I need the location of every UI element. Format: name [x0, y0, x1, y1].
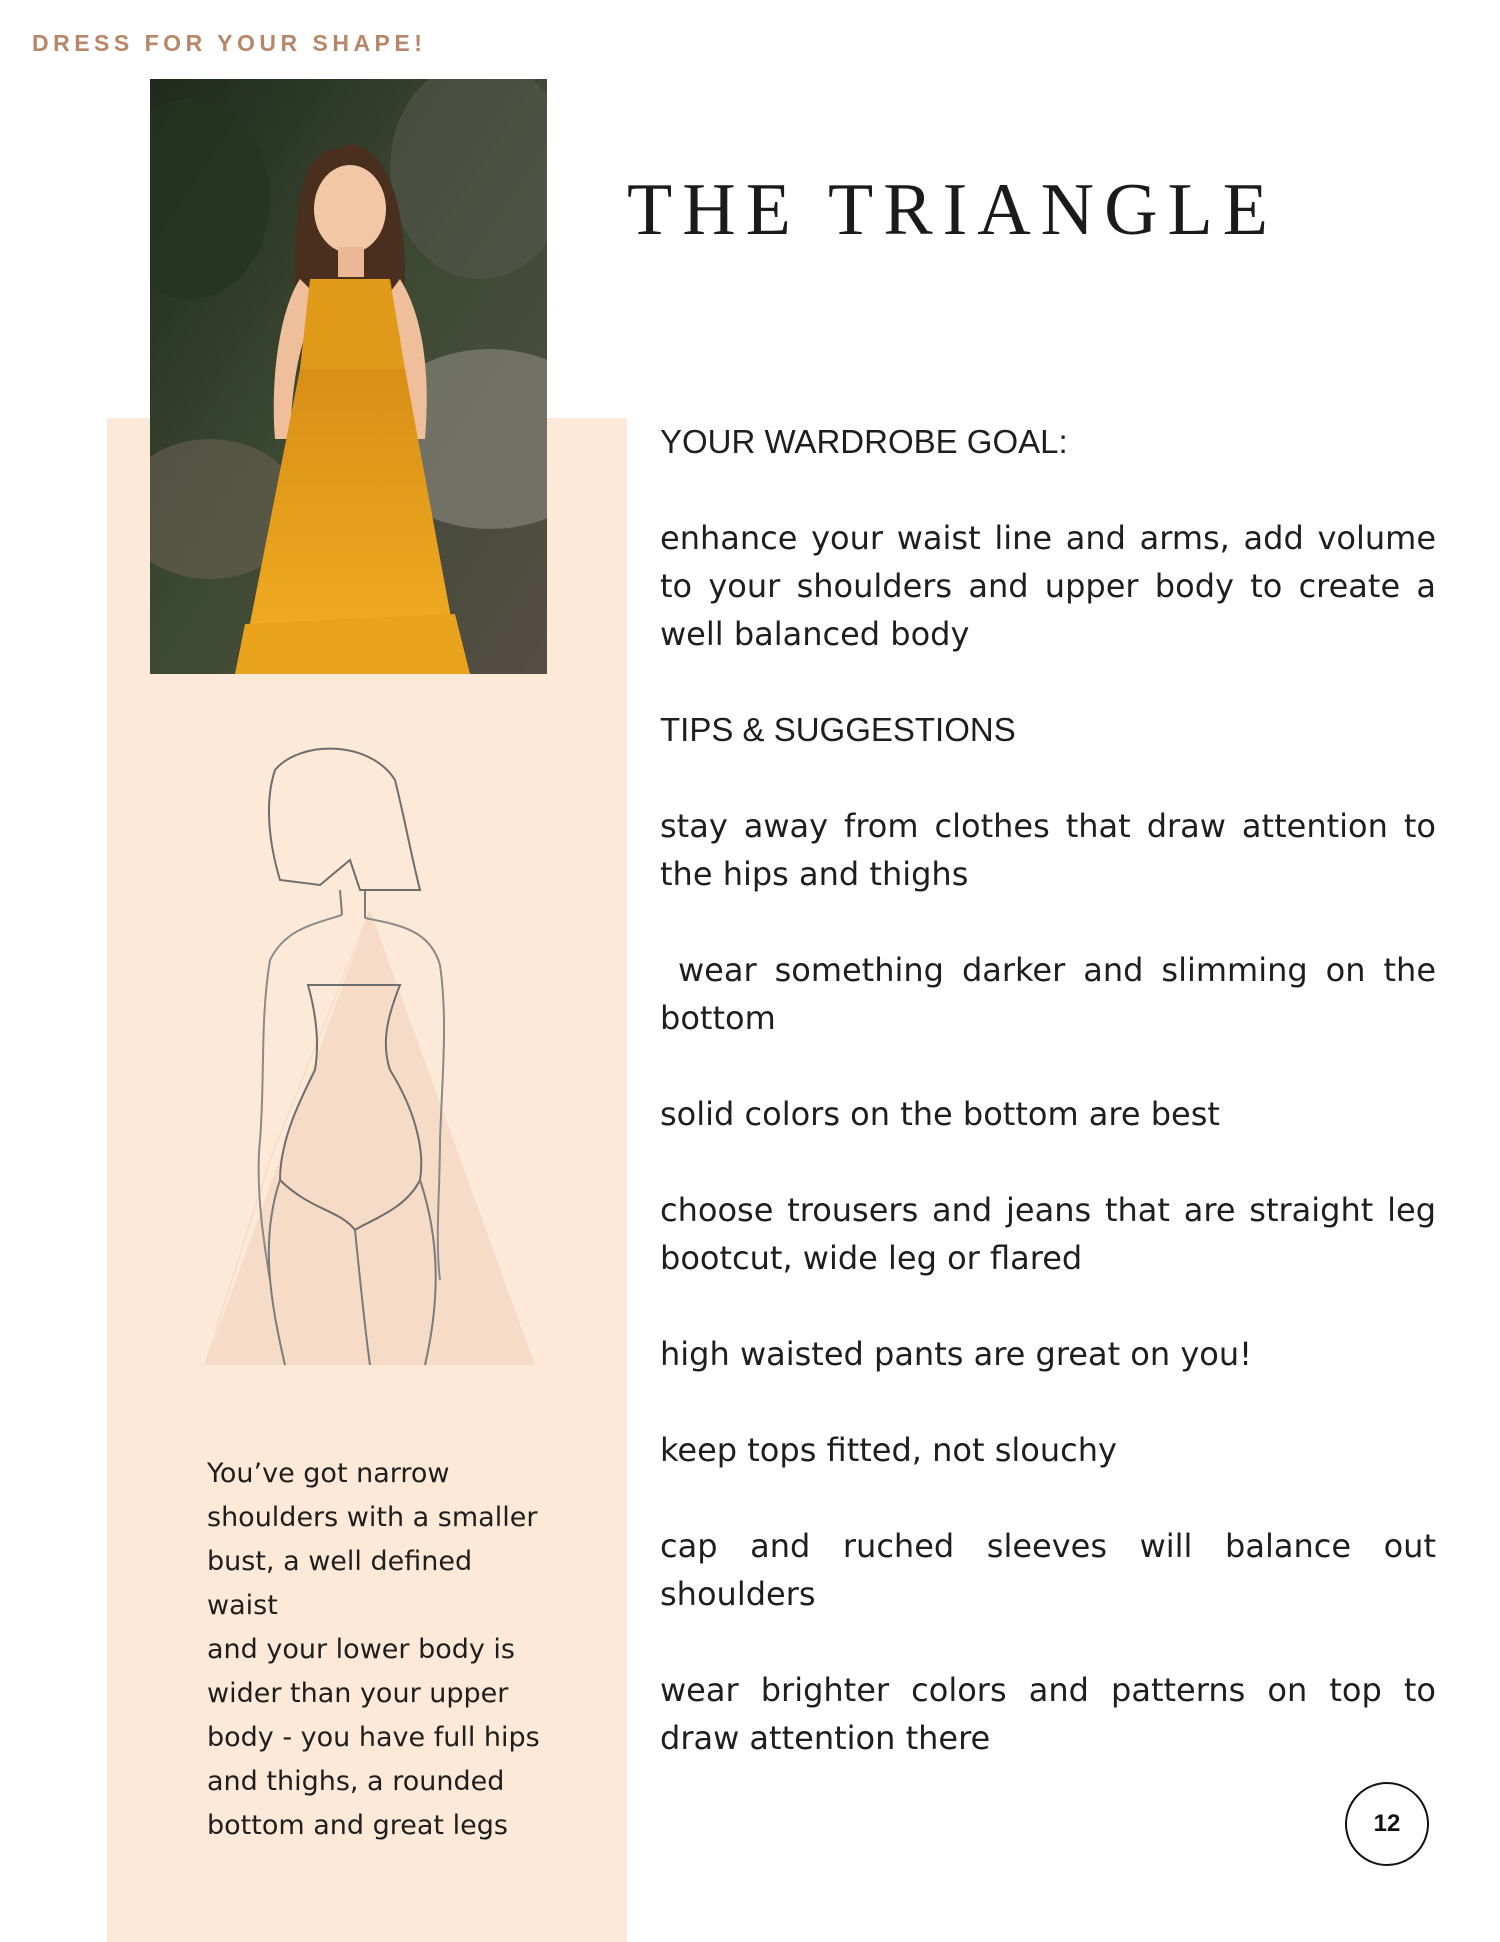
- page-number-badge: 12: [1345, 1782, 1429, 1866]
- page-title: THE TRIANGLE: [627, 169, 1278, 251]
- triangle-body-sketch: [190, 740, 550, 1380]
- tips-heading: TIPS & SUGGESTIONS: [660, 711, 1016, 748]
- tip-item: keep tops fitted, not slouchy: [660, 1431, 1117, 1469]
- tip-item: wear something darker and slimming on the bottom: [660, 951, 1447, 1037]
- tip-item: solid colors on the bottom are best: [660, 1095, 1220, 1133]
- tip-item: high waisted pants are great on you!: [660, 1335, 1252, 1373]
- header-label: DRESS FOR YOUR SHAPE!: [32, 30, 427, 56]
- tip-item: choose trousers and jeans that are straight leg bootcut, wide leg or flared: [660, 1191, 1436, 1277]
- model-photo: [150, 79, 547, 674]
- tip-item: cap and ruched sleeves will balance out shoulders: [660, 1527, 1436, 1613]
- goal-heading: YOUR WARDROBE GOAL:: [660, 423, 1068, 460]
- content-column: [660, 418, 1447, 1810]
- tip-item: stay away from clothes that draw attention to the hips and thighs: [660, 807, 1436, 893]
- body-shape-description: You’ve got narrow shoulders with a smaller bust, a well defined waist and your lower body is wider than your upper body - you have full hips and thighs, a rounded bottom and great legs: [207, 1458, 540, 1841]
- tip-item: wear brighter colors and patterns on top to draw attention there: [660, 1671, 1436, 1757]
- goal-text: enhance your waist line and arms, add volume to your shoulders and upper body to create a well balanced body: [660, 519, 1436, 653]
